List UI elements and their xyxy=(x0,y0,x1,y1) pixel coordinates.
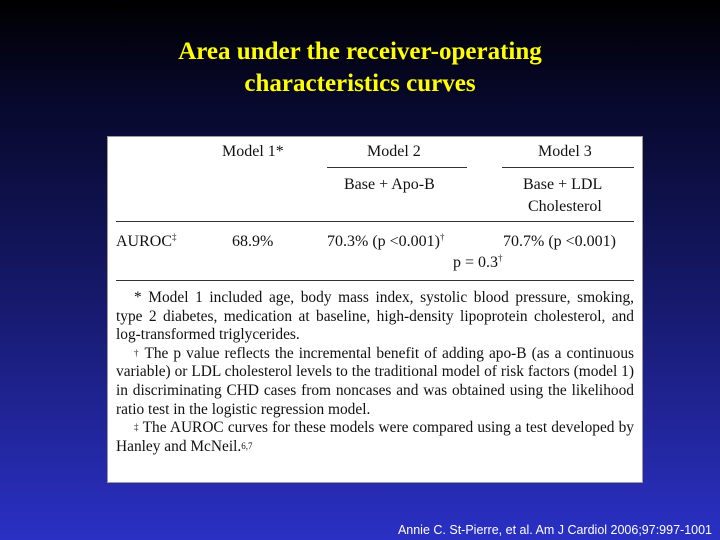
row-label: AUROC‡ xyxy=(116,232,177,250)
model2-header-rule xyxy=(327,167,467,168)
model3-header-rule xyxy=(502,167,634,168)
title-line-1: Area under the receiver-operating xyxy=(178,38,542,65)
footnotes xyxy=(116,289,634,456)
model3-value: 70.7% (p <0.001) xyxy=(503,233,617,250)
table-bottom-rule xyxy=(116,280,634,281)
model3-header: Model 3 xyxy=(538,143,592,160)
model2-value: 70.3% (p <0.001)† xyxy=(327,232,445,250)
footnote-model1: * Model 1 included age, body mass index, systolic blood pressure, smoking, type 2 diabetes, medication at baseline, high-density lipoprotein cholesterol, and log-transformed triglycerides. xyxy=(116,289,634,344)
footnote-p-value: † The p value reflects the incremental benefit of adding apo-B (as a continuous variable) or LDL cholesterol levels to the traditional model of risk factors (model 1) in discriminating CHD cases from noncases and was obtained using the likelihood ratio test in the logistic regression model. xyxy=(116,344,635,418)
p-value: p = 0.3† xyxy=(453,253,503,271)
title-line-2: characteristics curves xyxy=(244,70,476,97)
slide-title xyxy=(0,36,720,100)
model3-subheader-line2: Cholesterol xyxy=(528,198,602,215)
citation: Annie C. St-Pierre, et al. Am J Cardiol 2006;97:997-1001 xyxy=(397,523,712,537)
footnote-auroc: ‡ The AUROC curves for these models were compared using a test developed by Hanley and McNeil.$^{6,7}$ xyxy=(116,419,634,455)
table-panel xyxy=(107,136,643,483)
model2-header: Model 2 xyxy=(367,143,421,160)
header-bottom-rule xyxy=(116,221,634,222)
model3-subheader-line1: Base + LDL xyxy=(523,176,603,193)
model1-value: 68.9% xyxy=(232,233,274,250)
model1-header: Model 1* xyxy=(222,143,284,160)
model2-subheader: Base + Apo-B xyxy=(344,176,435,193)
